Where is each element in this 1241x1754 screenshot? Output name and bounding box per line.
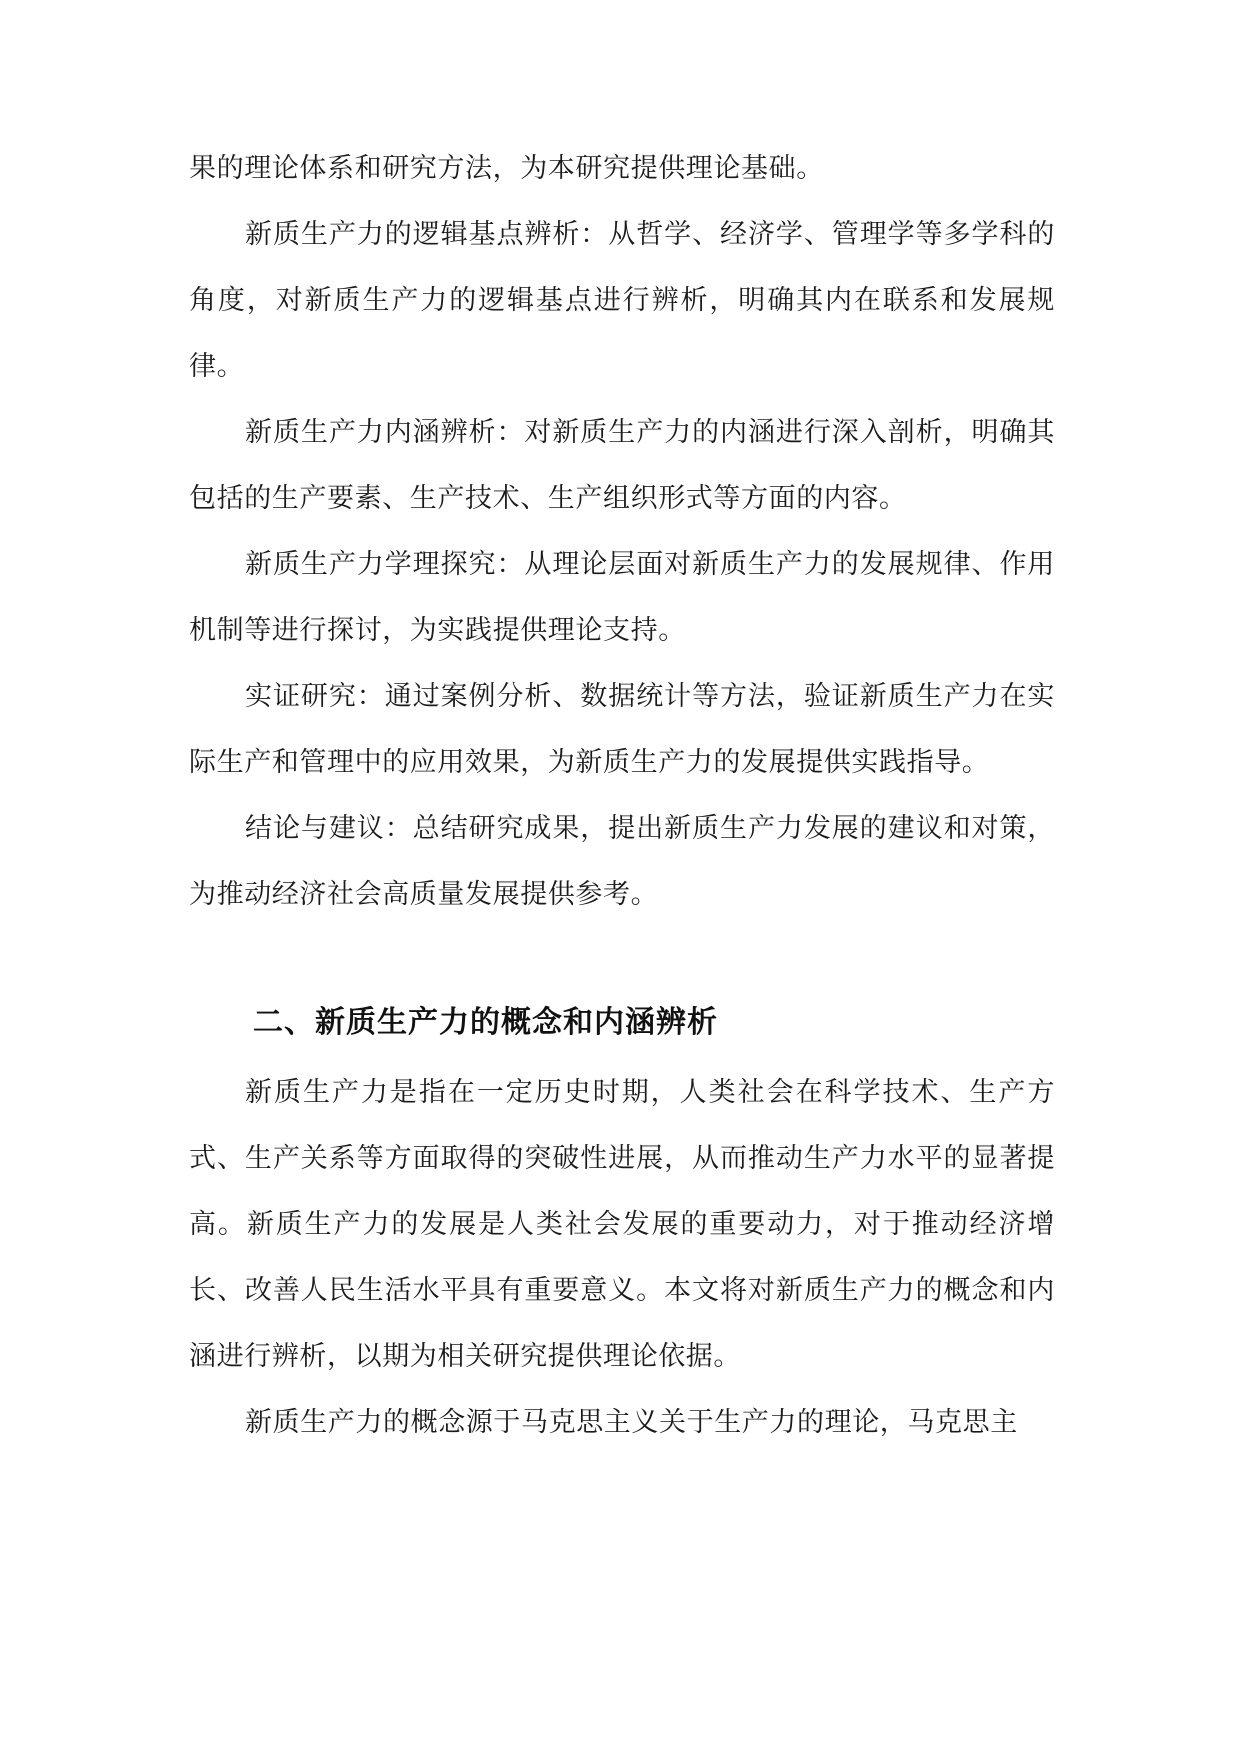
paragraph-definition: 新质生产力是指在一定历史时期，人类社会在科学技术、生产方式、生产关系等方面取得的突破性进展，从而推动生产力水平的显著提高。新质生产力的发展是人类社会发展的重要动力，对于推动经济增长、改善人民生活水平具有重要意义。本文将对新质生产力的概念和内涵进行辨析，以期为相关研究提供理论依据。 [189,1077,1055,1372]
paragraph-conclusion: 结论与建议：总结研究成果，提出新质生产力发展的建议和对策，为推动经济社会高质量发展提供参考。 [189,813,1055,910]
paragraph-origin: 新质生产力的概念源于马克思主义关于生产力的理论，马克思主 [245,1407,1018,1438]
section-heading: 二、新质生产力的概念和内涵辨析 [253,1005,718,1040]
paragraph-continuation: 果的理论体系和研究方法，为本研究提供理论基础。 [189,153,824,184]
paragraph-theory-exploration: 新质生产力学理探究：从理论层面对新质生产力的发展规律、作用机制等进行探讨，为实践提供理论支持。 [189,549,1055,646]
paragraph-logic-basis: 新质生产力的逻辑基点辨析：从哲学、经济学、管理学等多学科的角度，对新质生产力的逻辑基点进行辨析，明确其内在联系和发展规律。 [189,219,1055,382]
paragraph-empirical-research: 实证研究：通过案例分析、数据统计等方法，验证新质生产力在实际生产和管理中的应用效果，为新质生产力的发展提供实践指导。 [189,681,1055,778]
paragraph-connotation: 新质生产力内涵辨析：对新质生产力的内涵进行深入剖析，明确其包括的生产要素、生产技术、生产组织形式等方面的内容。 [189,417,1055,514]
document-body [189,136,1055,1456]
